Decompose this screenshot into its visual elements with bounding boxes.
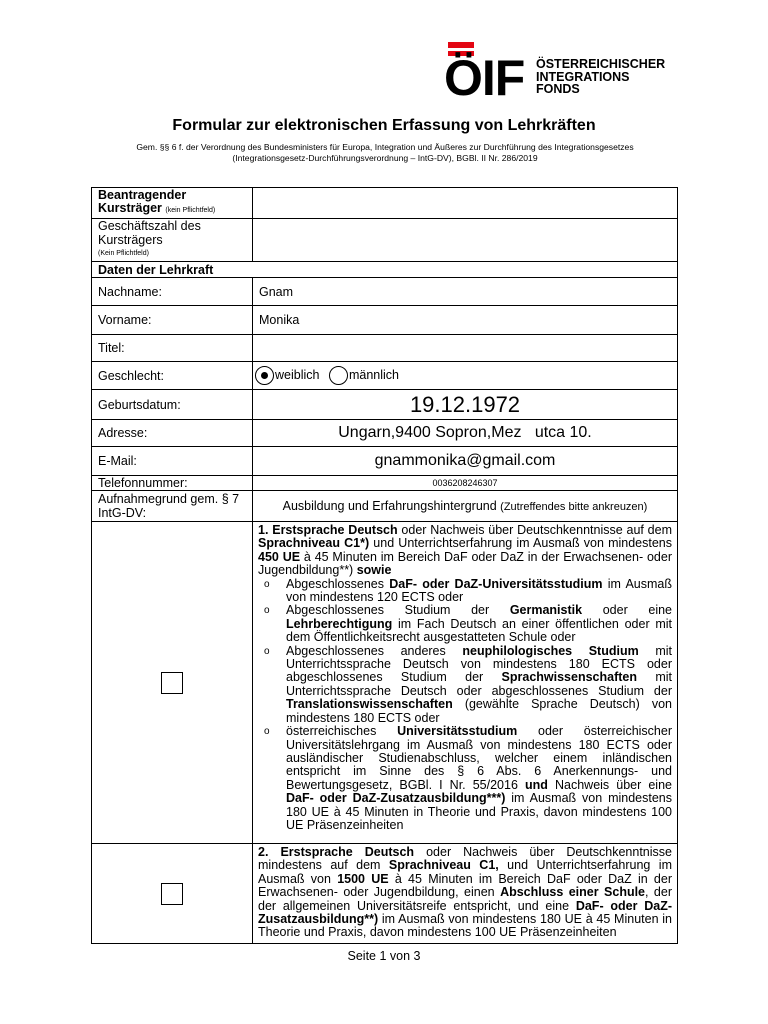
row-aufnahmegrund (92, 491, 678, 522)
o1-b3-e: mit Unterrichtssprache Deutsch oder abgeschlossenes Studium der (286, 670, 672, 698)
row-option-1 (92, 522, 678, 844)
radio-weiblich[interactable] (255, 366, 274, 385)
row-titel (92, 335, 678, 362)
list-item (286, 604, 672, 644)
aufnahme-note: (Zutreffendes bitte ankreuzen) (500, 501, 648, 513)
geschaeftszahl-note: (Kein Pflichtfeld) (98, 250, 149, 257)
o1-c: Sprachniveau C1*) (258, 536, 370, 551)
geschlecht-label: Geschlecht: (92, 362, 253, 390)
adresse-input[interactable]: Ungarn,9400 Sopron,Mez utca 10. (253, 420, 678, 447)
option-2-number: 2. (258, 845, 281, 859)
o2-c: Sprachniveau C1, (388, 858, 499, 873)
row-nachname (92, 278, 678, 306)
geschaeftszahl-label: Geschäftszahl des Kursträgers (98, 219, 201, 247)
kurstraeger-label: Beantragender Kursträger (98, 188, 187, 215)
o2-h: , der der allgemeinen Universitätsreife entspricht, und eine (258, 885, 672, 913)
row-geschaeftszahl (92, 219, 678, 262)
o2-e: 1500 UE (337, 871, 389, 886)
o2-a: Erstsprache Deutsch (280, 845, 415, 859)
form-title: Formular zur elektronischen Erfassung von Lehrkräften (172, 117, 596, 134)
o1-b2-d: Lehrberechtigung (286, 616, 393, 631)
o1-b1-a: Abgeschlossenes (286, 576, 390, 591)
o1-b4-b: Universitätsstudium (397, 724, 518, 739)
email-label: E-Mail: (92, 447, 253, 476)
aufnahme-heading (253, 491, 678, 522)
oif-logo (444, 42, 678, 104)
o1-b2-a: Abgeschlossenes Studium der (286, 603, 510, 618)
o2-b: oder Nachweis über Deutschkenntnisse mindestens auf dem (258, 845, 672, 873)
o1-b4-f: DaF- oder DaZ-Zusatzausbildung***) (286, 791, 506, 806)
o2-f: à 45 Minuten im Bereich DaF oder DaZ in der Erwachsenen- oder Jugendbildung, einen (258, 871, 672, 900)
o1-b1-b: DaF- oder DaZ-Universitätsstudium (389, 576, 603, 591)
telefon-input[interactable]: 0036208246307 (253, 476, 678, 491)
o1-b2-e: im Fach Deutsch an einer öffentlichen oder mit dem Öffentlichkeitsrecht ausgestatteten Schule oder (286, 616, 672, 645)
option-1-text (253, 522, 678, 844)
telefon-label: Telefonnummer: (92, 476, 253, 491)
weiblich-label: weiblich (275, 367, 320, 382)
email-input[interactable]: gnammonika@gmail.com (253, 447, 678, 476)
row-section-lehrkraft (92, 262, 678, 278)
o2-g: Abschluss einer Schule (500, 885, 646, 900)
option-1-checkbox[interactable] (161, 672, 183, 694)
o1-b4-g: im Ausmaß von mindestens 180 UE à 45 Minuten in Theorie und Praxis, davon mindestens 100 UE Präsenzeinheiten (286, 791, 672, 832)
nachname-input[interactable]: Gnam (253, 278, 678, 306)
logo-line-2: INTEGRATIONS (536, 69, 630, 84)
radio-maennlich[interactable] (329, 366, 348, 385)
list-item (286, 645, 672, 725)
titel-label: Titel: (92, 335, 253, 362)
kurstraeger-input[interactable] (253, 188, 678, 219)
vorname-input[interactable]: Monika (253, 306, 678, 335)
geschlecht-options (253, 362, 678, 390)
section-lehrkraft-heading: Daten der Lehrkraft (92, 262, 678, 278)
row-geschlecht (92, 362, 678, 390)
row-option-2 (92, 844, 678, 944)
option-2-text (253, 844, 678, 944)
nachname-label: Nachname: (92, 278, 253, 306)
o1-g: sowie (356, 563, 392, 578)
geburtsdatum-label: Geburtsdatum: (92, 390, 253, 420)
logo-accent-bar (448, 42, 474, 48)
logo-letters: ÖIF (444, 50, 525, 106)
row-email (92, 447, 678, 476)
list-item (286, 725, 672, 832)
geschaeftszahl-label-cell (92, 219, 253, 262)
o1-b3-c: mit Unterrichtssprache Deutsch von mindestens 180 ECTS oder abgeschlossenes Studium der (286, 643, 672, 685)
row-vorname (92, 306, 678, 335)
o1-a: Erstsprache Deutsch (272, 523, 398, 537)
aufnahme-label: Aufnahmegrund gem. § 7 IntG-DV: (92, 491, 253, 522)
o1-b4-d: und (524, 777, 548, 792)
o1-b3-g: (gewählte Sprache Deutsch) von mindestens 180 ECTS oder (286, 697, 672, 725)
o1-b4-a: österreichisches (286, 724, 398, 739)
o1-d: und Unterrichtserfahrung im Ausmaß von mindestens (369, 536, 672, 551)
page-number: Seite 1 von 3 (347, 949, 421, 963)
logo-wordmark (536, 58, 665, 96)
o1-b3-d: Sprachwissenschaften (501, 670, 637, 685)
o1-b4-e: Nachweis über eine (547, 777, 672, 792)
geburtsdatum-input[interactable]: 19.12.1972 (253, 390, 678, 420)
o1-b1-c: im Ausmaß von mindestens 120 ECTS oder (286, 576, 672, 605)
aufnahme-value: Ausbildung und Erfahrungshintergrund (282, 499, 497, 513)
row-adresse (92, 420, 678, 447)
kurstraeger-note: (kein Pflichtfeld) (165, 207, 216, 214)
form-subtitle: Gem. §§ 6 f. der Verordnung des Bundesministers für Europa, Integration und Äußeres zur Durchführung des Integrationsgesetzes (Integrationsgesetz-Durchführungsverordnung – IntG-DV), BGBl. II Nr. 286/2019 (136, 142, 634, 163)
o2-j: im Ausmaß von mindestens 180 UE à 45 Minuten in Theorie und Praxis, davon mindestens 100 UE Präsenzeinheiten (258, 912, 672, 940)
titel-input[interactable] (253, 335, 678, 362)
o1-f: à 45 Minuten im Bereich DaF oder DaZ in der Erwachsenen- oder Jugendbildung**) (258, 549, 672, 578)
o2-i: DaF- oder DaZ-Zusatzausbildung**) (258, 898, 672, 927)
adresse-label: Adresse: (92, 420, 253, 447)
option-2-checkbox[interactable] (161, 883, 183, 905)
o1-b2-c: oder eine (582, 603, 672, 618)
geschaeftszahl-input[interactable] (253, 219, 678, 262)
maennlich-label: männlich (348, 367, 399, 382)
teacher-form-table (91, 187, 678, 944)
o1-b4-c: oder österreichischer Universitätslehrgang im Ausmaß von mindestens 180 ECTS oder ausländischer Studienabschluss, welcher einem inländischen entspricht im Sinne des § 6 Abs. 6 Anerkennungs- und Bewertungsgesetz, BGBl. I Nr. 55/2016 (286, 724, 672, 792)
logo-line-1: ÖSTERREICHISCHER (536, 57, 666, 71)
list-item (286, 578, 672, 605)
option-2-checkbox-cell (92, 844, 253, 944)
option-1-number: 1. (258, 523, 273, 537)
o1-b: oder Nachweis über Deutschkenntnisse auf dem (397, 523, 672, 537)
o1-b2-b: Germanistik (509, 603, 583, 618)
oif-logo-mark (444, 42, 544, 104)
option-1-bullets (258, 578, 672, 833)
row-telefon (92, 476, 678, 491)
vorname-label: Vorname: (92, 306, 253, 335)
o1-e: 450 UE (258, 549, 301, 564)
o1-b3-f: Translationswissenschaften (286, 697, 453, 712)
o2-d: und Unterrichtserfahrung im Ausmaß von (258, 858, 673, 886)
row-kurstraeger (92, 188, 678, 219)
o1-b3-a: Abgeschlossenes anderes (286, 643, 463, 658)
logo-line-3: FONDS (536, 82, 580, 96)
o1-b3-b: neuphilologisches Studium (462, 643, 639, 658)
kurstraeger-label-cell (92, 188, 253, 219)
option-1-checkbox-cell (92, 522, 253, 844)
row-geburtsdatum (92, 390, 678, 420)
